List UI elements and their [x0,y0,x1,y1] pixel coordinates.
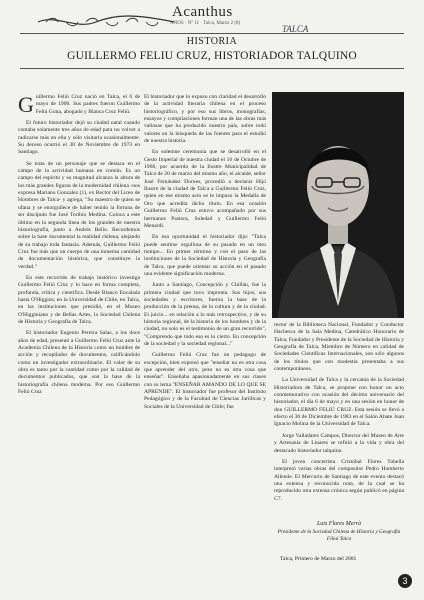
paragraph: En esa oportunidad el historiador dijo: "Talca puede sentirse orgullosa de su pasado en un otro tiempo... En primer término y con el paso de las instituciones de la Sociedad de Historia y Geografía de Talca, que puede orientar su acción en el pasado una evidente significación moderna. [144,234,266,277]
paragraph: En este recorrido de trabajo histórico investiga Guillermo Feliú Cruz y lo hace en forma completa, profunda, crítica y científica. Desde Blanco Encalada hasta O'Higgins, en la Universidad de Chile, en Talca, en las instituciones que presidió, en el Museo O'Higginiano y de Bellas Artes, la Sociedad Chilena de Historia y Geografía de Talca. [18,274,140,325]
paragraph: Guillermo Feliú Cruz fue un pedagogo de excepción, bien expresó que "enseñar no es otra cosa que aprender del otro, pero no es otra cosa que enseñar". Enseñaba apasionadamente en sus clases con su lema "ENSEÑAR AMANDO DE LO QUE SE APRENDE". El historiador fue profesor del Instituto Pedagógico y de la Facultad de Ciencias Jurídicas y Sociales de la Universidad de Chile; fue [144,352,266,410]
handwritten-note: TALCA [282,24,309,34]
paragraph: El joven concertista Cristóbal Flores Tobella interpretó varias obras del compositor Pedro Humberto Allende. El Mercurio de Santiago de este evento destacó una extensa y reconocida nota, de la cual se ha reproducido otra extensa crónica según publicó en página C7. [274,458,404,502]
portrait-photo [272,92,404,318]
paragraph: Se trata de un personaje que se destaca en el campo de la actividad humana en común. Es un campo del espíritu y su magnitud alcanza la altura de los más grandes figuras de la modernidad chilena -nos expresa Mariano Gonzalez (1), ex Rector del Liceo de Hombres de Talca- y agrega, "Su maestro de quien se ufana y se enorgullece de haber tenido la fortuna de ser discípulo fue José Toribio Medina. Coloca a este último en la segunda línea de los grandes de nuestra historiografía, junto a Andrés Bello. Recordemos sobre la base documental la realidad chilena, alejando de su trabajo toda fantasía. Además, Guillermo Feliú Cruz fue más que un cuerpo de una inmensa cantidad de documentación histórica, que constituye la verdad." [18,160,140,270]
paragraph: uillermo Feliú Cruz nació en Talca, el 6 de mayo de 1900. Sus padres fueron Guillermo Feliú Guna, abogado y Blanca Cruz Feliú. [35,94,140,115]
header-rule [20,33,404,34]
drop-cap: G [18,92,34,117]
article-column-1 [18,94,140,396]
paragraph: Jorge Valladares Campos, Director del Museo de Arte y Artesanía de Linares se refirió a la vida y obra del destacado historiador talquino. [274,432,404,454]
acanthus-ornament-icon [36,14,176,30]
author-role: Presidente de la Sociedad Chilena de Historia y Geografía Filial Talca [277,529,401,542]
title-rule [20,68,404,69]
paragraph: rector de la Biblioteca Nacional, Fundador y Conductor Hachesca de la Sala Medina, Catedrático Honorario de Talca, Fundador y Presidente de la Sociedad de Historia y Geografía de Talca, Miembro de Número en calidad de Sociedades Científicas Internacionales, son sólo algunos de los títulos que con modestia presentaba a sus contemporáneos. [274,322,404,373]
article-column-2 [144,94,266,411]
article-title: GUILLERMO FELIU CRUZ, HISTORIADOR TALQUINO [67,50,357,62]
page-number-badge: 3 [398,574,412,588]
place-date: Talca, Primero de Marzo del 2001 [280,556,357,562]
paragraph: En solemne ceremonia que se desarrolló en el Gesto Imperial de nuestra ciudad el 16 de Octubre de 1968, por acuerdo de la Ilustre Municipalidad de Talca de 20 de marzo del mismo año, el alcalde, señor José Fernández Dornes, procedió a declarar Hijo Ilustre de la ciudad de Talca a Guillermo Feliú Cruz, quien en ese mismo acto se le impuso la Medalla de Oro que acredita dicho título. En esa ocasión Guillermo Feliú Cruz estuvo acompañado por sus hermanos Pastora, Soledad y Guillermo Feliú Menardi. [144,149,266,229]
paragraph: El historiador que lo expuso con claridad el desarrollo de la actividad literaria chilena en el proceso historiográfico, y por eso sus libros, monografías, ensayos y compilaciones forman una de las obras más valiosas que ha producido nuestro país, sobre todo valores en la búsqueda de las fuentes para el estudio de nuestra historia. [144,94,266,145]
paragraph: El historiador Eugenio Pereira Salas, a los doce años de edad, presentó a Guillermo Feliú Cruz ante la Academia Chilena de la Historia como un hombre de acción y recopilador de documentos, calificándolo como un investigador extraordinario. El valor de su obra es tanto por la cantidad como por la calidad de documentos publicados, que son la base de la historiografía chilena moderna. Por eso Guillermo Feliú Cruz [18,330,140,396]
issue-line: ANOS · Nº 11 · Talca, Marzo 2 (8) [170,21,241,26]
author-signature: Luis Flores Merrà [316,521,362,527]
paragraph: La Universidad de Talca y la cercanía de la Sociedad Historiadora de Talca, se propone con honor un acto conmemorativo con ocasión del décimo aniversario del historiador, el día 6 de mayo y en una sesión en honor de don GUILLERMO FELIÚ CRUZ. Esta sesión se llevó a efecto el 30 de Diciembre de 1983 en el Salón Abate Juan Ignacio Molina de la Universidad de Talca. [274,377,404,428]
paragraph: El futuro historiador dejó su ciudad natal cuando contaba solamente tres años de edad para no volver a radicarse más en ella y sólo visitarla ocasionalmente. Su deceso ocurrió el 30 de Noviembre de 1973 en Santiago. [18,120,140,156]
article-column-3 [274,322,404,503]
paragraph: Junto a Santiago, Concepción y Chillán, fue la primera ciudad que tuvo imprenta. Sus hijos, sus sociedades y escritores, fueron la base de la producción de la prensa, de la cultura y de la ciudad. El juicio... en relación a lo más retrospectivo, y de su historia regional, de la historia de los hombres y de la ciudad, no solo es el testimonio de un gran recorrido", "Comprendo que todo eso es lo cierto. En concepción de la sociedad y la sociedad regional..." [144,282,266,347]
section-heading: HISTORIA [186,36,238,47]
masthead-title: Acanthus [172,4,233,20]
